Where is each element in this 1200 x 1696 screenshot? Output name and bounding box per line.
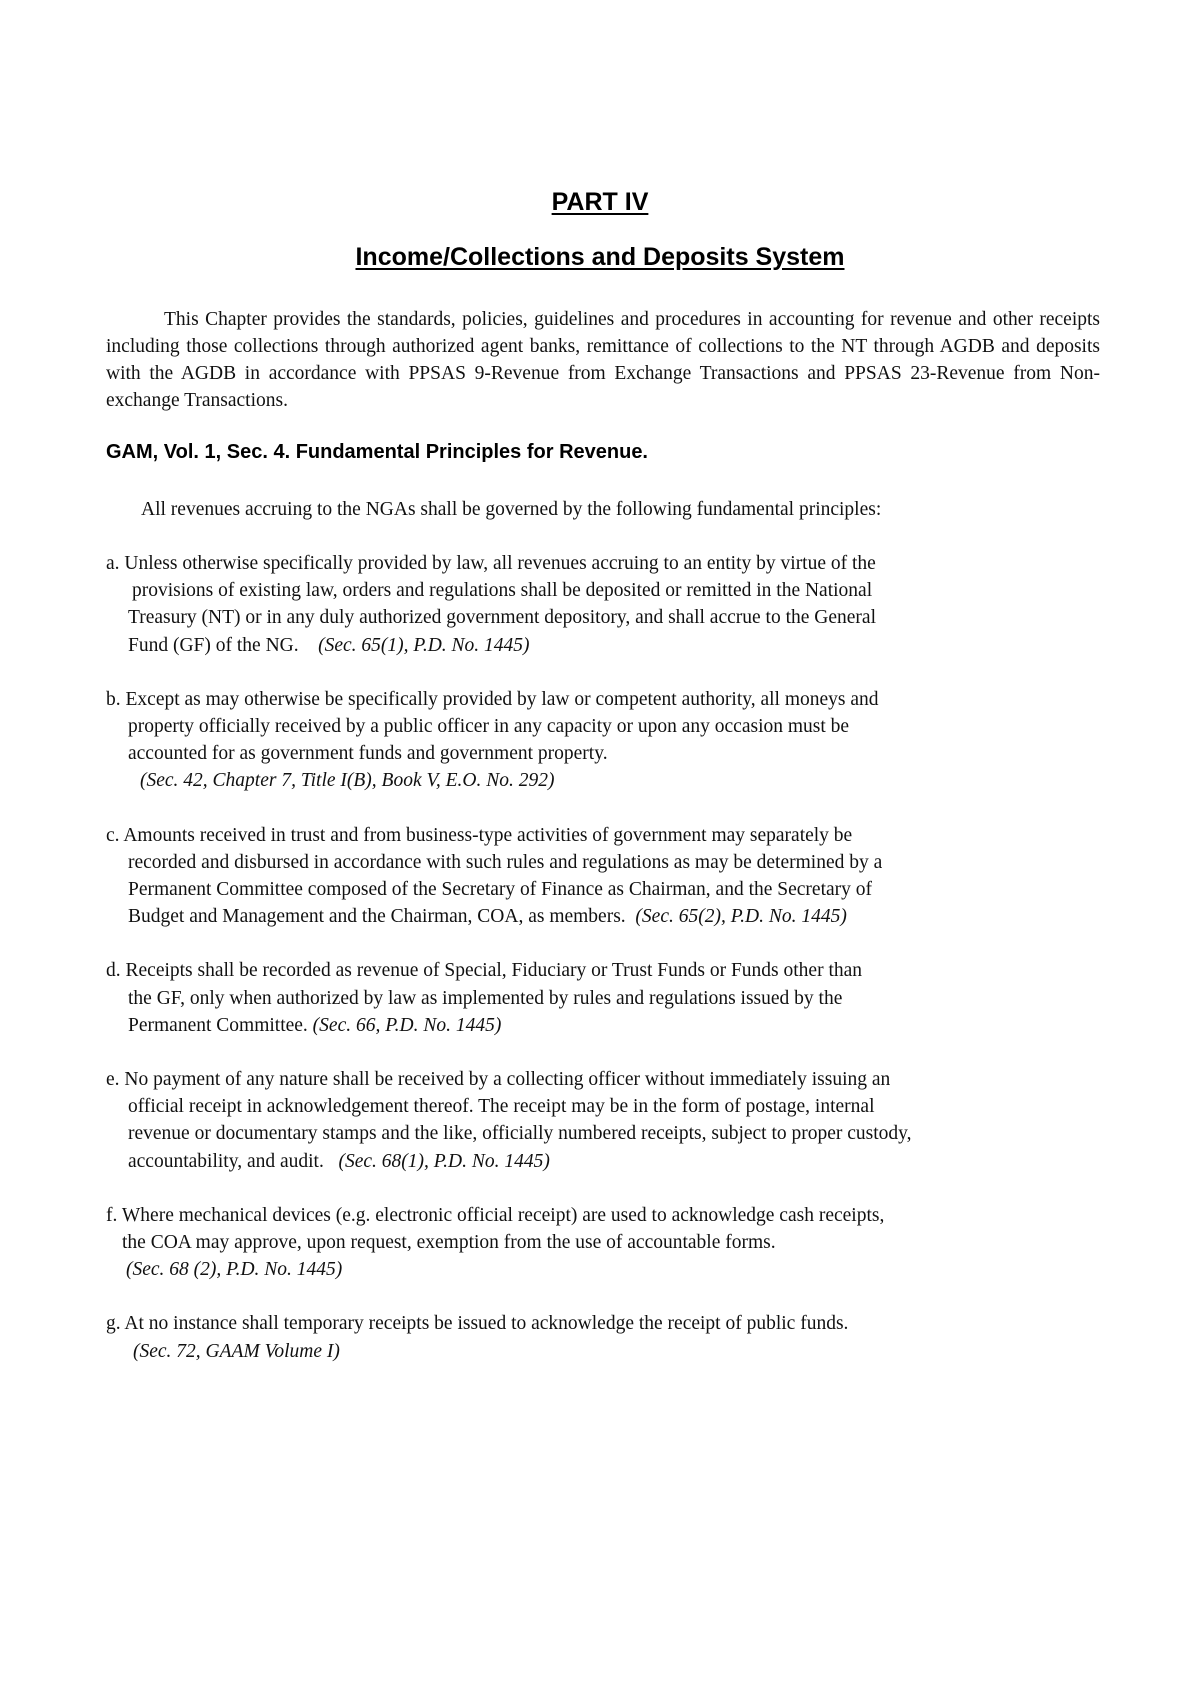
- principle-line: [106, 632, 1116, 659]
- principle-line: [106, 1012, 1116, 1039]
- principle-line: f. Where mechanical devices (e.g. electronic official receipt) are used to acknowledge cash receipts,: [106, 1204, 885, 1226]
- principle-item-g: [106, 1310, 1116, 1364]
- citation: (Sec. 42, Chapter 7, Title I(B), Book V, E.O. No. 292): [140, 770, 555, 792]
- principle-line: accounted for as government funds and government property.: [128, 743, 608, 765]
- principle-item-b: [106, 686, 1116, 795]
- citation: (Sec. 65(1), P.D. No. 1445): [318, 634, 530, 656]
- intro-paragraph: This Chapter provides the standards, policies, guidelines and procedures in accounting for revenue and other receipts including those collections through authorized agent banks, remittance of collections to the NT through AGDB and deposits with the AGDB in accordance with PPSAS 9-Revenue from Exchange Transactions and PPSAS 23-Revenue from Non-exchange Transactions.: [106, 309, 1100, 411]
- citation: (Sec. 66, P.D. No. 1445): [312, 1014, 502, 1036]
- principle-line: b. Except as may otherwise be specifically provided by law or competent authority, all moneys and: [106, 688, 879, 710]
- citation: (Sec. 68 (2), P.D. No. 1445): [126, 1259, 343, 1281]
- principle-item-c: [106, 822, 1116, 931]
- principle-line-text: Fund (GF) of the NG.: [128, 634, 319, 656]
- principle-line: the COA may approve, upon request, exemption from the use of accountable forms.: [122, 1232, 776, 1254]
- principle-line: e. No payment of any nature shall be received by a collecting officer without immediately issuing an: [106, 1069, 891, 1091]
- principle-line: [106, 903, 1116, 930]
- principle-item-d: [106, 957, 1116, 1039]
- principles-list: [106, 550, 1116, 1392]
- principle-line: g. At no instance shall temporary receipts be issued to acknowledge the receipt of public funds.: [106, 1313, 849, 1335]
- principle-line: revenue or documentary stamps and the like, officially numbered receipts, subject to proper custody,: [128, 1123, 912, 1145]
- principle-item-f: [106, 1202, 1116, 1284]
- section-heading: GAM, Vol. 1, Sec. 4. Fundamental Principles for Revenue.: [106, 441, 648, 463]
- main-title: Income/Collections and Deposits System: [355, 243, 845, 271]
- principle-line: provisions of existing law, orders and regulations shall be deposited or remitted in the National: [132, 580, 873, 602]
- citation: (Sec. 65(2), P.D. No. 1445): [635, 906, 847, 928]
- principle-line: [106, 1148, 1116, 1175]
- principle-line-text: accountability, and audit.: [128, 1150, 339, 1172]
- principle-line: c. Amounts received in trust and from business-type activities of government may separately be: [106, 824, 853, 846]
- principle-line: the GF, only when authorized by law as implemented by rules and regulations issued by the: [128, 987, 843, 1009]
- principle-line: Treasury (NT) or in any duly authorized government depository, and shall accrue to the General: [128, 607, 876, 629]
- principle-item-a: [106, 550, 1116, 659]
- part-title: PART IV: [551, 188, 649, 216]
- principle-line: a. Unless otherwise specifically provided by law, all revenues accruing to an entity by virtue of the: [106, 553, 876, 574]
- citation: (Sec. 72, GAAM Volume I): [133, 1340, 340, 1362]
- lead-paragraph: All revenues accruing to the NGAs shall be governed by the following fundamental principles:: [141, 499, 882, 520]
- principle-line: d. Receipts shall be recorded as revenue of Special, Fiduciary or Trust Funds or Funds other than: [106, 960, 863, 982]
- principle-line: property officially received by a public officer in any capacity or upon any occasion must be: [128, 716, 850, 738]
- principle-line: recorded and disbursed in accordance with such rules and regulations as may be determined by a: [128, 851, 883, 873]
- citation: (Sec. 68(1), P.D. No. 1445): [338, 1150, 550, 1172]
- principle-line: Permanent Committee composed of the Secretary of Finance as Chairman, and the Secretary of: [128, 879, 872, 901]
- principle-line-text: Permanent Committee.: [128, 1014, 313, 1036]
- principle-line: official receipt in acknowledgement thereof. The receipt may be in the form of postage, internal: [128, 1096, 875, 1118]
- principle-line-text: Budget and Management and the Chairman, COA, as members.: [128, 906, 636, 928]
- principle-item-e: [106, 1066, 1116, 1175]
